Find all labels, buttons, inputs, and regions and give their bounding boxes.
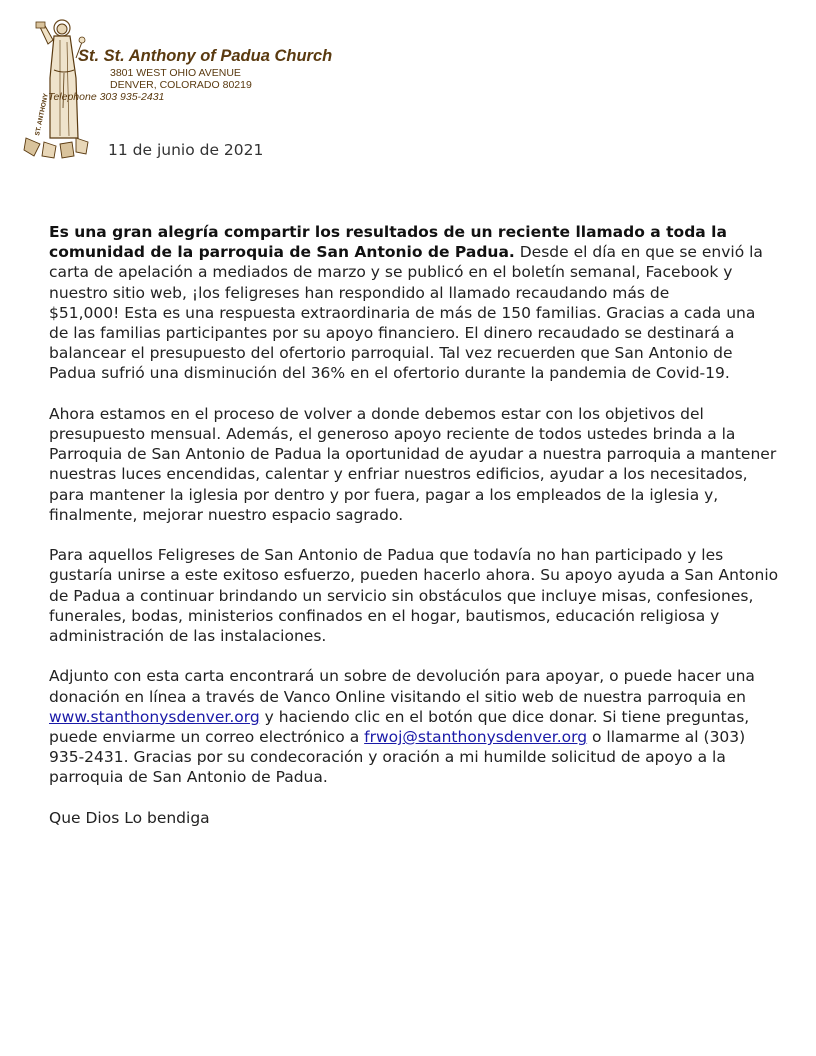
paragraph-4-text-a: Adjunto con esta carta encontrará un sobre de devolución para apoyar, o puede hacer una donación en línea a través de Vanco Online visitando el sitio web de nuestra parroquia en [49,667,755,706]
closing: Que Dios Lo bendiga [49,808,210,827]
paragraph-1-continued: $51,000! Esta es una respuesta extraordinaria de más de 150 familias. Gracias a cada una de las familias participantes por su apoyo financiero. El dinero recaudado se destinará a balancear el presupuesto del ofertorio parroquial. Tal vez recuerden que San Antonio de Padua sufrió una disminución del 36% en el ofertorio durante la pandemia de Covid-19. [49,303,756,383]
paragraph-4 [49,666,779,787]
saint-anthony-logo [20,18,92,160]
address-line-1: 3801 WEST OHIO AVENUE [110,67,241,79]
paragraph-4-text-c: o llamarme al (303) 935-2431. Gracias por su condecoración y oración a mi humilde solicitud de apoyo a la parroquia de San Antonio de Padua. [49,728,746,787]
paragraph-2: Ahora estamos en el proceso de volver a donde debemos estar con los objetivos del presupuesto mensual. Además, el generoso apoyo reciente de todos ustedes brinda a la Parroquia de San Antonio de Padua la oportunidad de ayudar a nuestra parroquia a mantener nuestras luces encendidas, calentar y enfriar nuestros edificios, ayudar a los necesitados, para mantener la iglesia por dentro y por fuera, pagar a los empleados de la iglesia y, finalmente, mejorar nuestro espacio sagrado. [49,404,777,524]
paragraph-1 [49,222,779,384]
email-link[interactable]: frwoj@stanthonysdenver.org [364,728,588,747]
logo-label: ST. ANTHONY [34,92,50,137]
letter-date: 11 de junio de 2021 [108,141,264,159]
paragraph-4-text-b: y haciendo clic en el botón que dice donar. Si tiene preguntas, puede enviarme un correo electrónico a [49,707,750,747]
paragraph-3: Para aquellos Feligreses de San Antonio de Padua que todavía no han participado y les gustaría unirse a este exitoso esfuerzo, pueden hacerlo ahora. Su apoyo ayuda a San Antonio de Padua a continuar brindando un servicio sin obstáculos que incluye misas, confesiones, funerales, bodas, ministerios confinados en el hogar, bautismos, educación religiosa y administración de las instalaciones. [49,546,779,646]
address-line-2: DENVER, COLORADO 80219 [110,79,252,91]
telephone: Telephone 303 935-2431 [48,91,165,103]
letter-body [49,222,779,848]
paragraph-1-text: Desde el día en que se envió la carta de apelación a mediados de marzo y se publicó en el boletín semanal, Facebook y nuestro sitio web, ¡los feligreses han respondido al llamado recaudando más de [49,243,763,302]
website-link[interactable]: www.stanthonysdenver.org [49,707,260,726]
paragraph-1-lead: Es una gran alegría compartir los resultados de un reciente llamado a toda la comunidad de la parroquia de San Antonio de Padua. [49,223,727,262]
church-name: St. St. Anthony of Padua Church [78,47,333,65]
